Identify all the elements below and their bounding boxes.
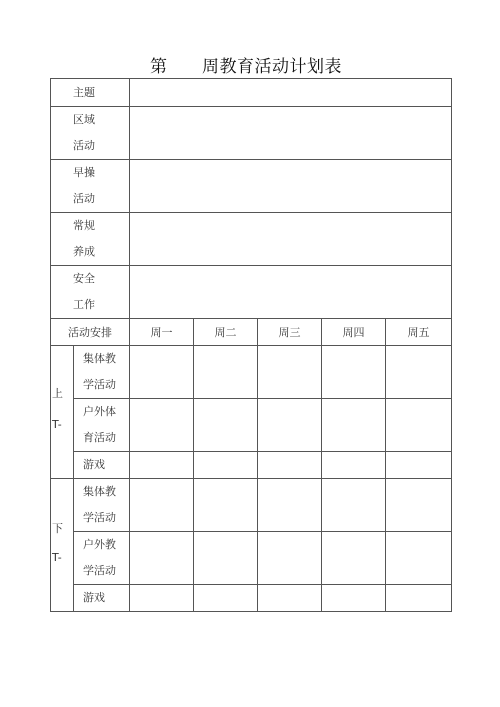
cell[interactable] [258,399,322,452]
afternoon-mark-1: 下 [52,522,63,535]
row-afternoon-game [51,585,452,612]
row-morning-group [51,346,452,399]
cell[interactable] [258,452,322,479]
routine-cell[interactable] [130,213,452,266]
cell[interactable] [322,346,386,399]
cell[interactable] [322,532,386,585]
safety-label-line1: 安全 [73,272,95,285]
morning-mark-2: T- [52,418,62,431]
day-header-mon: 周一 [130,319,194,346]
morning-outdoor-line1: 户外体 [83,405,116,418]
cell[interactable] [130,532,194,585]
area-label [51,107,130,160]
cell[interactable] [130,346,194,399]
area-cell[interactable] [130,107,452,160]
afternoon-group-line1: 集体教 [83,485,116,498]
cell[interactable] [386,479,452,532]
area-label-line2: 活动 [73,139,95,152]
area-label-line1: 区域 [73,113,95,126]
routine-label-line2: 养成 [73,245,95,258]
safety-label [51,266,130,319]
day-header-wed: 周三 [258,319,322,346]
cell[interactable] [130,585,194,612]
cell[interactable] [194,452,258,479]
afternoon-outdoor-label [74,532,130,585]
row-morning-outdoor [51,399,452,452]
afternoon-marker [51,479,74,612]
cell[interactable] [194,479,258,532]
row-schedule-header [51,319,452,346]
afternoon-group-line2: 学活动 [83,511,116,524]
page-title [0,50,500,76]
cell[interactable] [322,399,386,452]
morning-game-label: 游戏 [74,452,130,479]
cell[interactable] [258,346,322,399]
exercise-label-line2: 活动 [73,192,95,205]
row-area [51,107,452,160]
morning-group-line1: 集体教 [83,352,116,365]
row-safety [51,266,452,319]
afternoon-group-label [74,479,130,532]
afternoon-outdoor-line2: 学活动 [83,564,116,577]
cell[interactable] [258,479,322,532]
cell[interactable] [258,585,322,612]
cell[interactable] [130,479,194,532]
afternoon-mark-2: T- [52,551,62,564]
cell[interactable] [386,452,452,479]
morning-group-line2: 学活动 [83,378,116,391]
morning-group-label [74,346,130,399]
schedule-label: 活动安排 [51,319,130,346]
morning-mark-1: 上 [52,387,63,400]
exercise-cell[interactable] [130,160,452,213]
theme-cell[interactable] [130,79,452,107]
row-theme [51,79,452,107]
title-prefix: 第 [150,57,167,77]
cell[interactable] [386,346,452,399]
cell[interactable] [386,532,452,585]
morning-marker [51,346,74,479]
exercise-label-line1: 早操 [73,166,95,179]
routine-label [51,213,130,266]
row-exercise [51,160,452,213]
cell[interactable] [322,452,386,479]
morning-outdoor-label [74,399,130,452]
routine-label-line1: 常规 [73,219,95,232]
theme-label: 主题 [51,79,130,107]
safety-label-line2: 工作 [73,298,95,311]
day-header-thu: 周四 [322,319,386,346]
cell[interactable] [194,399,258,452]
cell[interactable] [322,585,386,612]
cell[interactable] [130,399,194,452]
row-morning-game [51,452,452,479]
afternoon-outdoor-line1: 户外教 [83,538,116,551]
row-afternoon-group [51,479,452,532]
title-main: 周教育活动计划表 [202,57,342,77]
row-afternoon-outdoor [51,532,452,585]
safety-cell[interactable] [130,266,452,319]
cell[interactable] [194,346,258,399]
exercise-label [51,160,130,213]
cell[interactable] [322,479,386,532]
morning-outdoor-line2: 育活动 [83,431,116,444]
cell[interactable] [258,532,322,585]
day-header-fri: 周五 [386,319,452,346]
cell[interactable] [194,585,258,612]
cell[interactable] [130,452,194,479]
afternoon-game-label: 游戏 [74,585,130,612]
cell[interactable] [194,532,258,585]
cell[interactable] [386,585,452,612]
row-routine [51,213,452,266]
plan-table [50,78,452,612]
day-header-tue: 周二 [194,319,258,346]
cell[interactable] [386,399,452,452]
